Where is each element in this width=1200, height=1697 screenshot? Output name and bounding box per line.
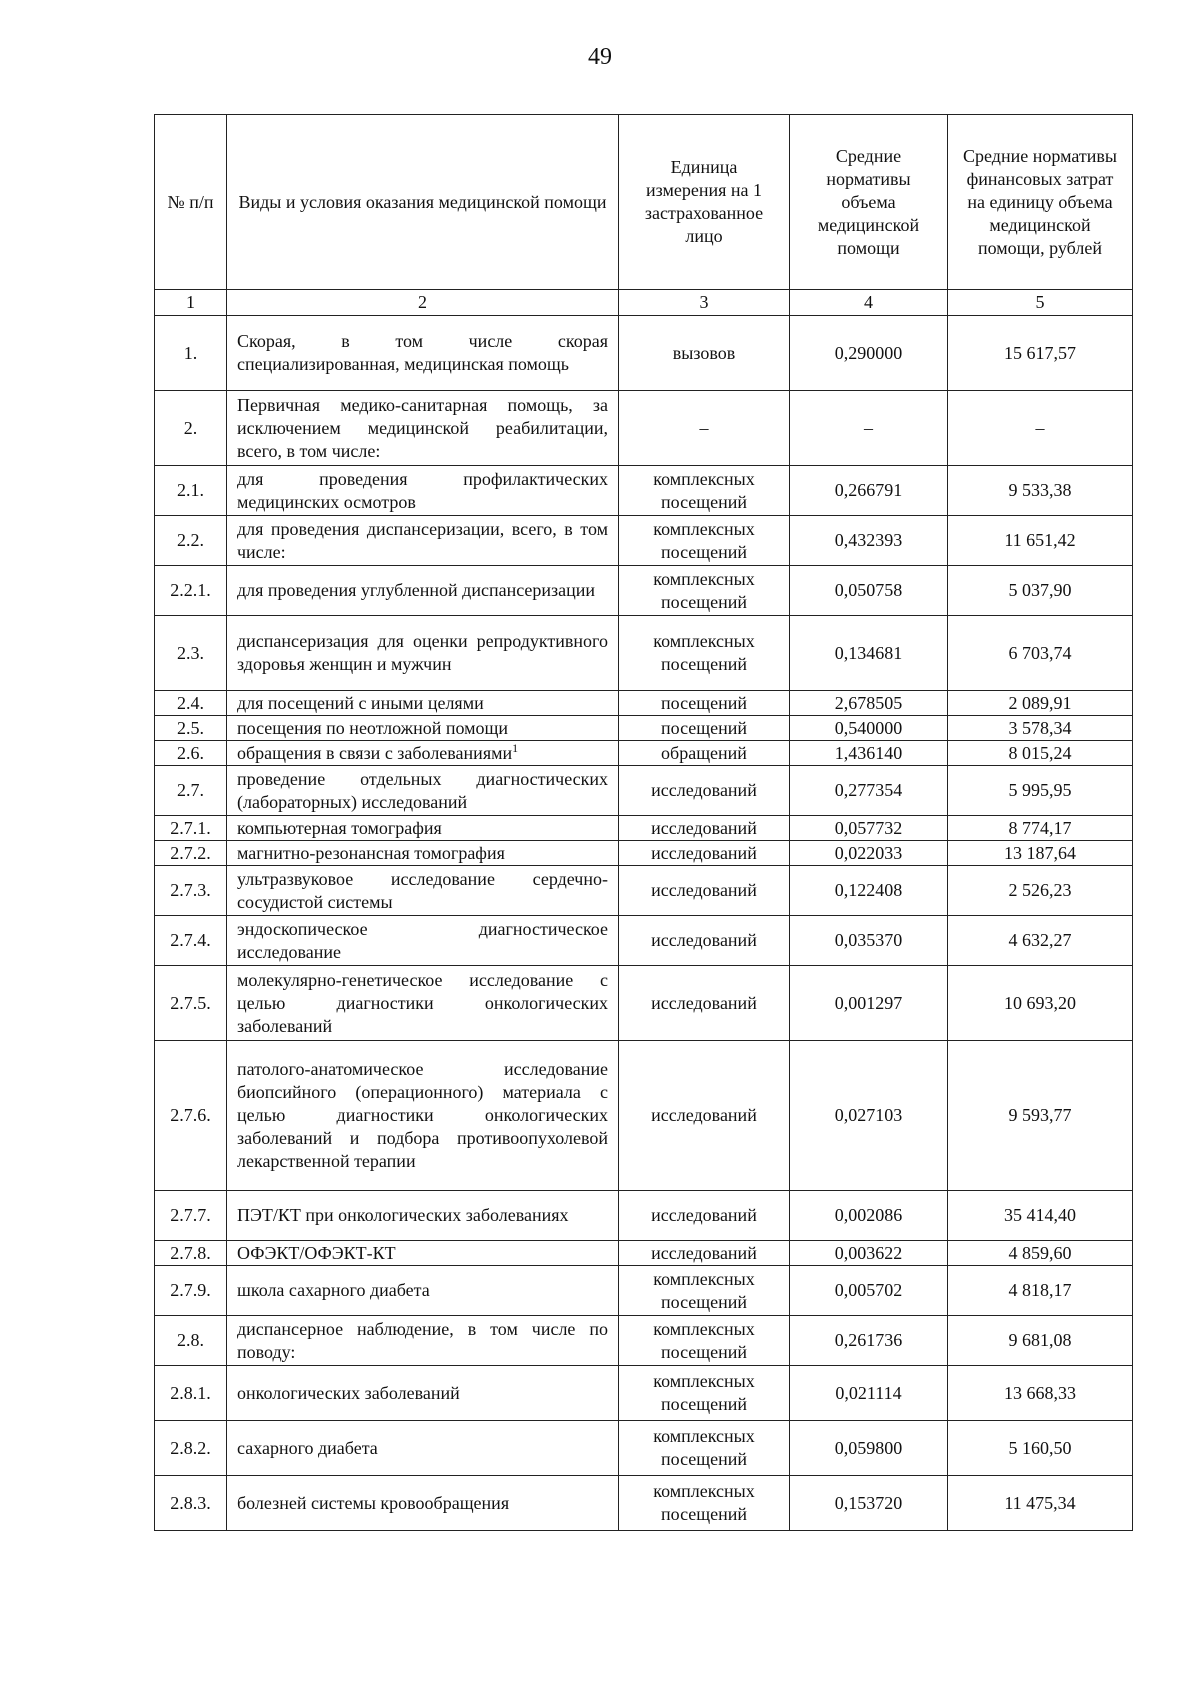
row-number [155,1266,227,1316]
row-number [155,1041,227,1191]
row-care-type [227,966,619,1041]
row-care-type [227,516,619,566]
row-cost-norm [948,1041,1133,1191]
row-unit [619,466,790,516]
table-row [155,866,1133,916]
table-row [155,391,1133,466]
row-volume-norm-text: 0,540000 [834,717,903,738]
row-number [155,616,227,691]
row-cost-norm [948,316,1133,391]
row-unit-text: исследований [651,780,757,800]
row-unit [619,766,790,816]
row-volume-norm [790,466,948,516]
row-number-text: 2.7.1. [170,817,211,838]
row-care-type [227,866,619,916]
row-cost-norm-text: 8 774,17 [1008,817,1072,838]
row-cost-norm [948,1191,1133,1241]
row-volume-norm [790,966,948,1041]
table-body [155,316,1133,1531]
row-volume-norm [790,716,948,741]
row-number [155,841,227,866]
table-row [155,316,1133,391]
row-cost-norm-text: 5 037,90 [1008,580,1072,600]
row-care-type-text: для проведения углубленной диспансеризации [237,580,596,600]
row-unit [619,516,790,566]
row-volume-norm [790,616,948,691]
row-number [155,966,227,1041]
row-number-text: 2.7.8. [170,1242,211,1263]
row-unit [619,1266,790,1316]
row-care-type-text: эндоскопическое диагностическое исследование [237,918,608,962]
row-cost-norm-text: 9 533,38 [1008,480,1072,500]
row-care-type-text: молекулярно-генетическое исследование с целью диагностики онкологических заболеваний [237,969,608,1036]
row-cost-norm [948,866,1133,916]
column-number: 4 [790,290,948,316]
row-number-text: 2.2. [177,530,204,550]
row-volume-norm [790,841,948,866]
row-cost-norm-text: 2 089,91 [1008,692,1072,713]
row-number-text: 2.7.3. [170,880,211,900]
row-number [155,816,227,841]
row-unit-text: комплексных посещений [653,1268,755,1312]
row-care-type-text: магнитно-резонансная томография [237,842,505,863]
row-unit [619,316,790,391]
row-volume-norm [790,1421,948,1476]
row-unit [619,866,790,916]
table-row [155,966,1133,1041]
row-care-type-text: диспансерное наблюдение, в том числе по поводу: [237,1318,608,1362]
row-care-type-text: Первичная медико-санитарная помощь, за исключением медицинской реабилитации, всего, в том числе: [237,394,608,461]
table-row [155,1241,1133,1266]
row-care-type-text: ОФЭКТ/ОФЭКТ-КТ [237,1242,396,1263]
row-cost-norm [948,566,1133,616]
row-cost-norm [948,1266,1133,1316]
row-number-text: 2.7. [177,780,204,800]
column-number: 5 [948,290,1133,316]
row-unit-text: комплексных посещений [653,1481,755,1524]
row-number [155,566,227,616]
row-care-type [227,816,619,841]
row-volume-norm-text: 0,122408 [834,880,903,900]
row-cost-norm-text: 8 015,24 [1008,742,1072,763]
row-unit-text: комплексных посещений [653,1426,755,1469]
row-cost-norm [948,741,1133,766]
row-volume-norm-text: 0,266791 [834,480,903,500]
row-cost-norm-text: 5 995,95 [1008,780,1072,800]
row-care-type [227,766,619,816]
row-cost-norm [948,766,1133,816]
row-cost-norm-text: 9 593,77 [1008,1105,1072,1125]
row-unit-text: комплексных посещений [653,468,755,512]
row-unit [619,741,790,766]
row-volume-norm-text: 0,027103 [834,1105,903,1125]
row-volume-norm-text: – [864,417,873,438]
row-volume-norm [790,741,948,766]
row-volume-norm-text: 0,134681 [834,642,903,663]
header-col-care-type: Виды и условия оказания медицинской помощи [227,115,619,290]
row-volume-norm-text: 0,057732 [834,817,903,838]
table-row [155,816,1133,841]
row-unit-text: комплексных посещений [653,518,755,562]
row-volume-norm [790,391,948,466]
row-cost-norm [948,716,1133,741]
row-unit-text: исследований [651,992,757,1013]
row-unit-text: вызовов [672,342,736,363]
row-number [155,741,227,766]
row-volume-norm-text: 1,436140 [834,742,903,763]
row-volume-norm [790,1266,948,1316]
row-cost-norm-text: 13 187,64 [1004,842,1076,863]
table-row [155,616,1133,691]
row-care-type-text: компьютерная томография [237,817,442,838]
row-volume-norm [790,691,948,716]
row-cost-norm [948,816,1133,841]
row-care-type-text: для проведения профилактических медицинских осмотров [237,468,608,512]
row-unit [619,1191,790,1241]
row-care-type [227,1041,619,1191]
row-cost-norm [948,1366,1133,1421]
row-number [155,1316,227,1366]
table-row [155,716,1133,741]
row-cost-norm-text: 2 526,23 [1008,880,1072,900]
header-col-cost-norm: Средние нормативы финансовых затрат на единицу объема медицинской помощи, рублей [948,115,1133,290]
row-number-text: 2.1. [177,480,204,500]
table-row [155,1316,1133,1366]
table-row [155,766,1133,816]
row-volume-norm [790,516,948,566]
row-unit-text: комплексных посещений [653,1371,755,1414]
table-row [155,741,1133,766]
row-unit-text: комплексных посещений [653,1318,755,1362]
row-care-type [227,691,619,716]
row-volume-norm-text: 0,261736 [834,1330,903,1350]
row-number-text: 2.7.5. [170,992,211,1013]
row-cost-norm [948,391,1133,466]
row-unit [619,1316,790,1366]
page-number: 49 [588,44,612,70]
row-cost-norm [948,691,1133,716]
row-volume-norm-text: 0,021114 [835,1382,902,1403]
row-volume-norm [790,1316,948,1366]
row-volume-norm-text: 0,277354 [834,780,903,800]
row-cost-norm-text: 9 681,08 [1008,1330,1072,1350]
row-unit [619,1366,790,1421]
row-volume-norm-text: 0,050758 [834,580,903,600]
row-unit [619,616,790,691]
row-number-text: 2.8.3. [170,1492,211,1513]
row-care-type-text: ультразвуковое исследование сердечно-сосудистой системы [237,868,608,912]
row-cost-norm [948,516,1133,566]
column-number-row [155,290,1133,316]
table-row [155,516,1133,566]
column-number: 1 [155,290,227,316]
table-row [155,1266,1133,1316]
row-cost-norm [948,616,1133,691]
row-number [155,516,227,566]
row-care-type [227,1421,619,1476]
row-number [155,1191,227,1241]
row-cost-norm-text: 15 617,57 [1004,342,1076,363]
row-cost-norm-text: 10 693,20 [1004,992,1076,1013]
table-header-row [155,115,1133,290]
row-care-type [227,841,619,866]
row-care-type-text: обращения в связи с заболеваниями [237,742,513,763]
row-unit [619,391,790,466]
row-number-text: 2.7.9. [170,1280,211,1300]
row-number-text: 2.7.6. [170,1105,211,1125]
row-unit-text: обращений [661,742,747,763]
row-care-type-text: сахарного диабета [237,1437,378,1458]
row-volume-norm [790,1366,948,1421]
row-volume-norm [790,1476,948,1531]
row-unit-text: исследований [651,817,757,838]
row-number-text: 2.4. [177,692,204,713]
row-care-type-text: посещения по неотложной помощи [237,717,509,738]
row-volume-norm-text: 2,678505 [834,692,903,713]
row-volume-norm-text: 0,005702 [834,1280,903,1300]
row-unit-text: исследований [651,1105,757,1125]
row-number [155,916,227,966]
row-number [155,716,227,741]
row-unit-text: исследований [651,880,757,900]
table-row [155,466,1133,516]
row-number-text: 2. [183,417,198,438]
row-number [155,766,227,816]
row-volume-norm-text: 0,290000 [834,342,903,363]
row-care-type [227,616,619,691]
table-row [155,1041,1133,1191]
table-row [155,841,1133,866]
row-cost-norm-text: 4 632,27 [1008,930,1072,950]
row-care-type [227,1241,619,1266]
table-row [155,1421,1133,1476]
row-volume-norm [790,566,948,616]
row-cost-norm-text: 35 414,40 [1004,1205,1076,1225]
row-number-text: 1. [183,342,198,363]
column-number: 2 [227,290,619,316]
table-row [155,1366,1133,1421]
row-unit-text: комплексных посещений [653,631,755,674]
row-care-type-text: для посещений с иными целями [237,692,484,713]
table-row [155,1191,1133,1241]
row-cost-norm-text: 4 859,60 [1008,1242,1072,1263]
row-number [155,691,227,716]
row-care-type [227,566,619,616]
footnote-marker: 1 [512,740,519,755]
row-number-text: 2.8.2. [170,1437,211,1458]
column-number: 3 [619,290,790,316]
row-care-type [227,716,619,741]
row-unit-text: – [699,417,709,438]
row-cost-norm [948,1241,1133,1266]
row-cost-norm [948,916,1133,966]
row-unit-text: посещений [660,717,748,738]
row-cost-norm-text: 3 578,34 [1008,717,1072,738]
row-volume-norm [790,866,948,916]
row-unit-text: посещений [660,692,748,713]
row-number [155,1421,227,1476]
header-col-unit: Единица измерения на 1 застрахованное лицо [619,115,790,290]
row-volume-norm [790,816,948,841]
row-care-type [227,1191,619,1241]
table-row [155,566,1133,616]
row-unit [619,1241,790,1266]
row-number [155,391,227,466]
row-unit [619,966,790,1041]
row-unit [619,691,790,716]
row-number-text: 2.7.4. [170,930,211,950]
row-number [155,316,227,391]
row-number-text: 2.3. [177,642,204,663]
row-volume-norm-text: 0,022033 [834,842,903,863]
row-unit-text: исследований [651,930,757,950]
row-volume-norm [790,1241,948,1266]
row-care-type [227,316,619,391]
row-unit [619,566,790,616]
row-cost-norm [948,966,1133,1041]
row-volume-norm [790,1191,948,1241]
row-number-text: 2.5. [177,717,204,738]
row-volume-norm-text: 0,153720 [834,1492,903,1513]
row-volume-norm-text: 0,002086 [834,1205,903,1225]
row-care-type [227,916,619,966]
row-unit-text: исследований [651,1242,757,1263]
table-row [155,916,1133,966]
row-volume-norm-text: 0,059800 [834,1437,903,1458]
row-number-text: 2.2.1. [170,580,211,600]
row-cost-norm-text: 5 160,50 [1008,1437,1072,1458]
row-unit [619,816,790,841]
row-volume-norm-text: 0,003622 [834,1242,903,1263]
row-cost-norm [948,841,1133,866]
row-cost-norm-text: 11 475,34 [1004,1492,1076,1513]
row-care-type [227,741,619,766]
row-unit [619,1421,790,1476]
row-care-type [227,1366,619,1421]
row-cost-norm [948,1316,1133,1366]
row-care-type-text: болезней системы кровообращения [237,1492,510,1513]
row-volume-norm [790,1041,948,1191]
row-care-type [227,1316,619,1366]
row-volume-norm-text: 0,432393 [834,530,903,550]
table-row [155,691,1133,716]
row-volume-norm-text: 0,001297 [834,992,903,1013]
header-col-volume-norm: Средние нормативы объема медицинской помощи [790,115,948,290]
row-care-type-text: диспансеризация для оценки репродуктивного здоровья женщин и мужчин [237,631,608,674]
row-number [155,1476,227,1531]
row-care-type [227,391,619,466]
row-care-type-text: проведение отдельных диагностических (лабораторных) исследований [237,768,608,812]
header-col-number: № п/п [155,115,227,290]
row-care-type-text: онкологических заболеваний [237,1382,460,1403]
row-cost-norm [948,1421,1133,1476]
row-unit [619,1041,790,1191]
row-number-text: 2.7.7. [170,1205,211,1225]
row-number [155,466,227,516]
row-cost-norm-text: 11 651,42 [1004,530,1076,550]
row-unit [619,841,790,866]
row-care-type [227,466,619,516]
row-unit [619,716,790,741]
row-care-type-text: школа сахарного диабета [237,1280,430,1300]
row-number [155,866,227,916]
row-care-type [227,1266,619,1316]
medical-care-norms-table [154,114,1133,1531]
row-number-text: 2.8. [177,1330,204,1350]
row-unit-text: исследований [651,1205,757,1225]
row-cost-norm-text: – [1035,417,1045,438]
row-unit [619,916,790,966]
row-care-type-text: ПЭТ/КТ при онкологических заболеваниях [237,1205,569,1225]
row-number [155,1366,227,1421]
row-number-text: 2.6. [177,742,204,763]
row-cost-norm-text: 6 703,74 [1008,642,1072,663]
row-cost-norm-text: 4 818,17 [1008,1280,1072,1300]
row-volume-norm [790,316,948,391]
row-number-text: 2.7.2. [170,842,211,863]
row-care-type [227,1476,619,1531]
row-cost-norm-text: 13 668,33 [1004,1382,1076,1403]
row-care-type-text: патолого-анатомическое исследование биопсийного (операционного) материала с целью диагностики онкологических заболеваний и подбора противоопухолевой лекарственной терапии [237,1059,608,1171]
row-cost-norm [948,1476,1133,1531]
row-unit-text: комплексных посещений [653,568,755,612]
row-number-text: 2.8.1. [170,1382,211,1403]
row-care-type-text: Скорая, в том числе скорая специализированная, медицинская помощь [237,331,608,374]
row-volume-norm-text: 0,035370 [834,930,903,950]
row-unit-text: исследований [651,842,757,863]
row-number [155,1241,227,1266]
row-volume-norm [790,916,948,966]
row-unit [619,1476,790,1531]
row-volume-norm [790,766,948,816]
row-cost-norm [948,466,1133,516]
row-care-type-text: для проведения диспансеризации, всего, в том числе: [237,518,608,562]
table-row [155,1476,1133,1531]
